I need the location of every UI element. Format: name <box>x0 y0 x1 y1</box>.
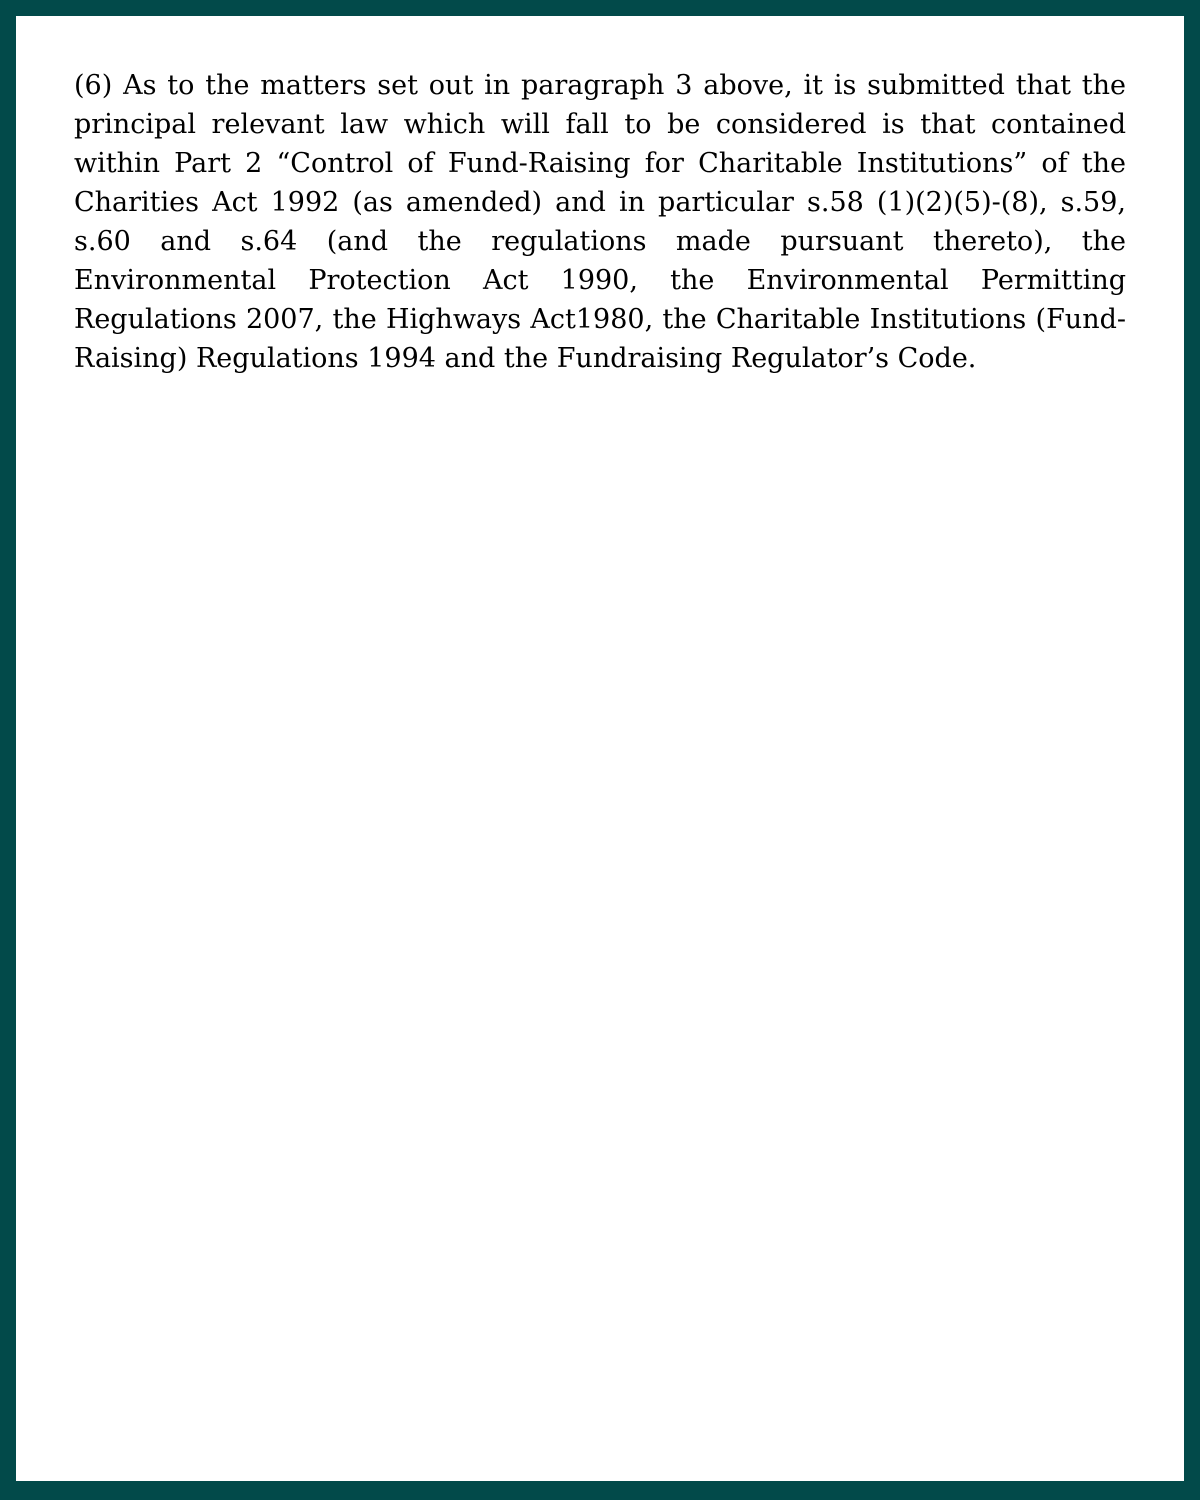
document-body <box>74 66 1126 378</box>
legal-paragraph: (6) As to the matters set out in paragraph 3 above, it is submitted that the principal relevant law which will fall to be considered is that contained within Part 2 “Control of Fund-Raising for Charitable Institutions” of the Charities Act 1992 (as amended) and in particular s.58 (1)(2)(5)-(8), s.59, s.60 and s.64 (and the regulations made pursuant thereto), the Environmental Protection Act 1990, the Environmental Permitting Regulations 2007, the Highways Act1980, the Charitable Institutions (Fund-Raising) Regulations 1994 and the Fundraising Regulator’s Code. <box>74 70 1126 374</box>
page-frame <box>16 16 1184 1481</box>
